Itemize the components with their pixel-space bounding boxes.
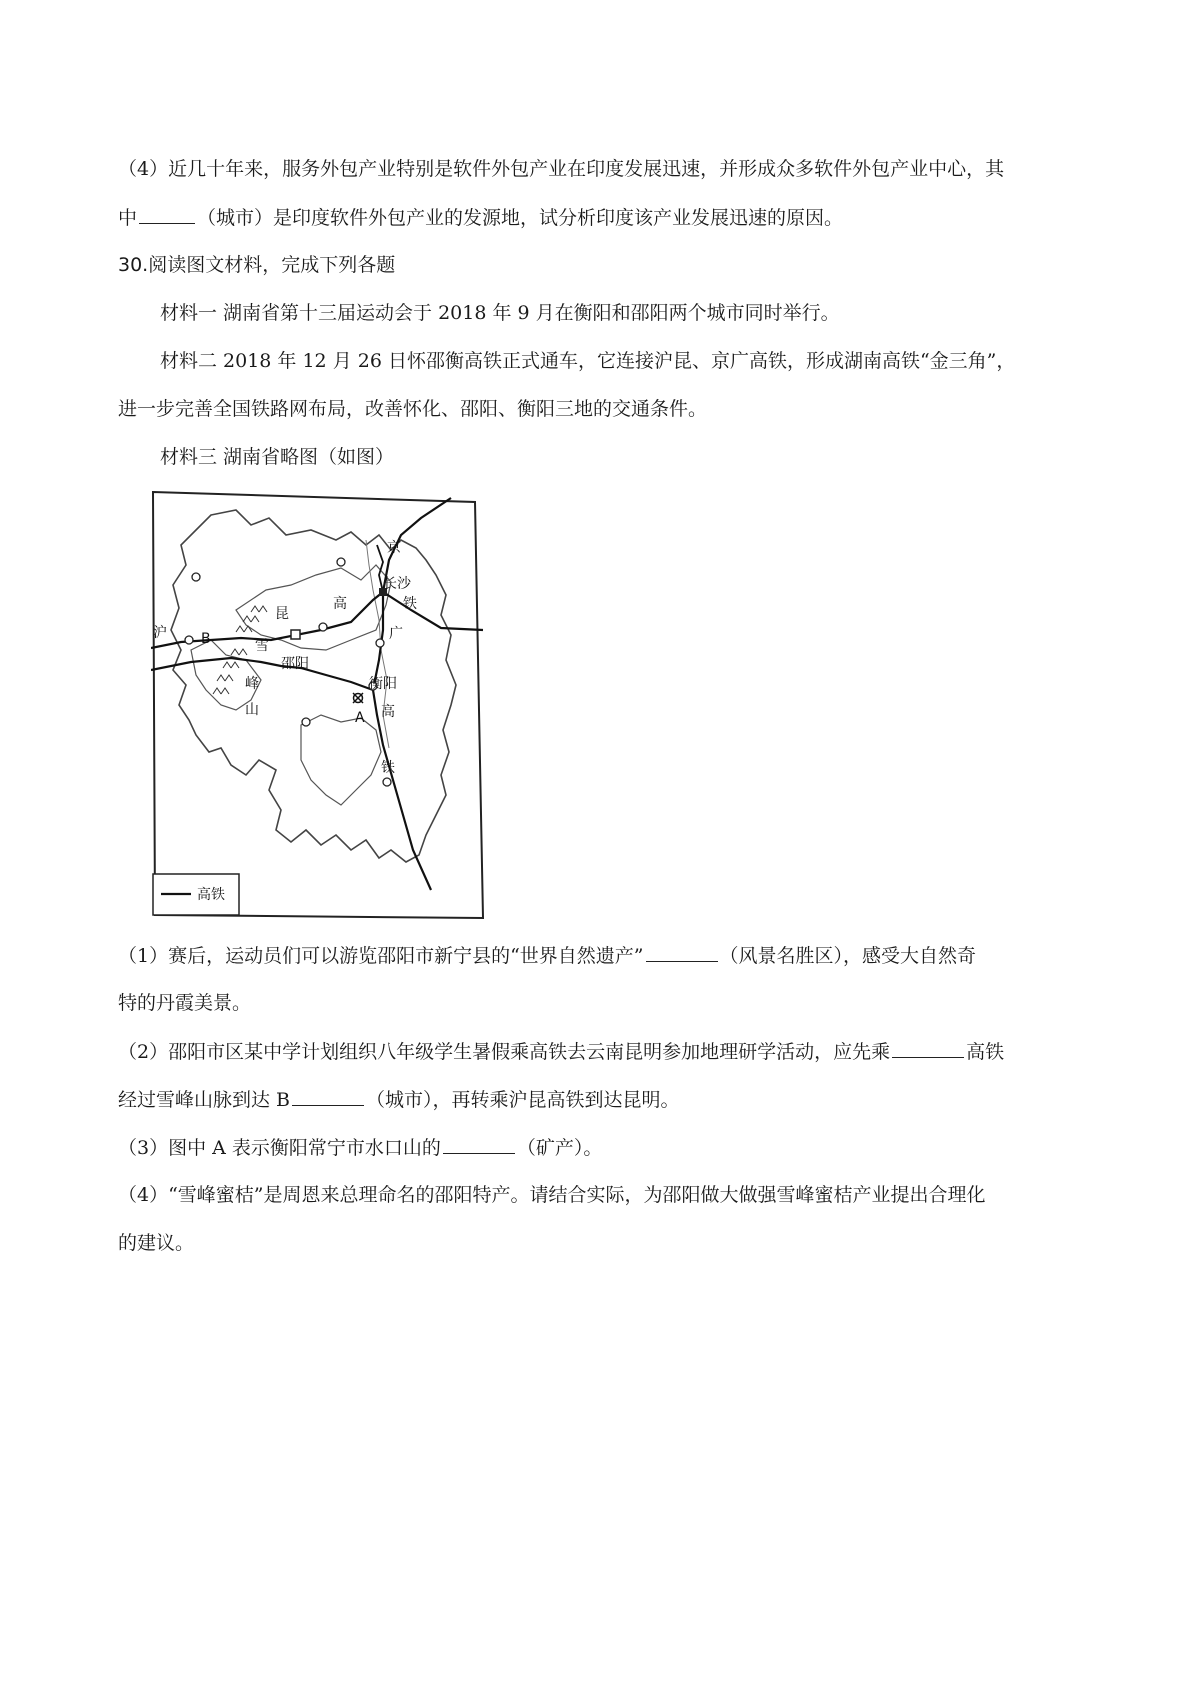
q3-text-post: （矿产）。: [516, 1137, 603, 1159]
q30-heading: 30.阅读图文材料，完成下列各题: [118, 254, 396, 276]
q1-text-post: （风景名胜区），感受大自然奇: [719, 945, 977, 967]
label-tie-1: 铁: [403, 596, 417, 612]
label-hu: 沪: [153, 625, 167, 641]
q30-question-2-line2: [118, 1085, 680, 1114]
hunan-map: [151, 490, 485, 921]
answer-blank-q2a[interactable]: [892, 1037, 964, 1058]
region-boundary-south: [301, 715, 381, 805]
q29-part4-line2-pre: 中: [118, 207, 138, 229]
rail-huaihua-shaoyang-hengyang: [151, 658, 373, 690]
region-boundary-west: [191, 640, 261, 710]
label-shan: 山: [245, 702, 259, 718]
label-jing: 京: [387, 540, 401, 556]
q2-line2-pre: 经过雪峰山脉到达 B: [118, 1089, 291, 1111]
answer-blank-q3[interactable]: [443, 1133, 515, 1154]
shaoyang-marker: [291, 630, 300, 639]
q30-question-2-line1: [118, 1037, 1004, 1066]
answer-blank[interactable]: [139, 203, 195, 224]
q30-question-4-line2: 的建议。: [118, 1232, 195, 1254]
label-xue: 雪: [255, 638, 269, 654]
legend-label: 高铁: [197, 887, 225, 903]
map-frame: [153, 492, 483, 918]
label-b: B: [201, 631, 211, 647]
city-marker: [337, 558, 345, 566]
q3-text-pre: （3）图中 A 表示衡阳常宁市水口山的: [118, 1137, 441, 1159]
answer-blank-q2b[interactable]: [292, 1085, 364, 1106]
label-guang: 广: [389, 626, 403, 642]
q29-part4-line2: [118, 203, 843, 232]
q29-part4-line2-post: （城市）是印度软件外包产业的发源地，试分析印度该产业发展迅速的原因。: [197, 207, 844, 229]
city-marker: [383, 778, 391, 786]
label-feng: 峰: [245, 676, 259, 692]
rail-beijing-guangzhou: [373, 498, 451, 890]
city-marker: [302, 718, 310, 726]
q1-text-pre: （1）赛后，运动员们可以游览邵阳市新宁县的“世界自然遗产”: [118, 945, 644, 967]
material-1: 材料一 湖南省第十三届运动会于 2018 年 9 月在衡阳和邵阳两个城市同时举行。: [160, 302, 840, 324]
map-legend: [153, 874, 239, 915]
label-changsha: 长沙: [383, 576, 411, 592]
province-outline: [171, 510, 456, 862]
mine-symbol-a: [353, 693, 363, 703]
q2-text-pre: （2）邵阳市区某中学计划组织八年级学生暑假乘高铁去云南昆明参加地理研学活动，应先乘: [118, 1041, 891, 1063]
label-hengyang: 衡阳: [369, 676, 397, 692]
material-2-line2: 进一步完善全国铁路网布局，改善怀化、邵阳、衡阳三地的交通条件。: [118, 398, 708, 420]
q2-line2-post: （城市），再转乘沪昆高铁到达昆明。: [366, 1089, 680, 1111]
q30-question-4-line1: （4）“雪峰蜜桔”是周恩来总理命名的邵阳特产。请结合实际，为邵阳做大做强雪峰蜜桔产业提出合理化: [118, 1184, 986, 1206]
label-tie-2: 铁: [381, 760, 395, 776]
label-a: A: [355, 710, 365, 726]
answer-blank-q1[interactable]: [646, 941, 718, 962]
q30-question-1-line1: [118, 941, 976, 970]
q29-part4-line1: （4）近几十年来，服务外包产业特别是软件外包产业在印度发展迅速，并形成众多软件外包产业中心，其: [118, 158, 1005, 180]
label-gao-1: 高: [333, 596, 347, 612]
city-marker: [319, 623, 327, 631]
label-gao-2: 高: [381, 704, 395, 720]
material-3: 材料三 湖南省略图（如图）: [160, 446, 395, 468]
label-shaoyang: 邵阳: [281, 656, 309, 672]
city-marker: [376, 639, 384, 647]
q30-question-1-line2: 特的丹霞美景。: [118, 992, 252, 1014]
q2-text-post: 高铁: [966, 1041, 1005, 1063]
q30-question-3: [118, 1133, 602, 1162]
label-kun: 昆: [275, 606, 289, 622]
material-2-line1: 材料二 2018 年 12 月 26 日怀邵衡高铁正式通车，它连接沪昆、京广高铁，形成湖南高铁“金三角”，: [160, 350, 1016, 372]
city-marker: [192, 573, 200, 581]
city-marker-b: [185, 636, 193, 644]
